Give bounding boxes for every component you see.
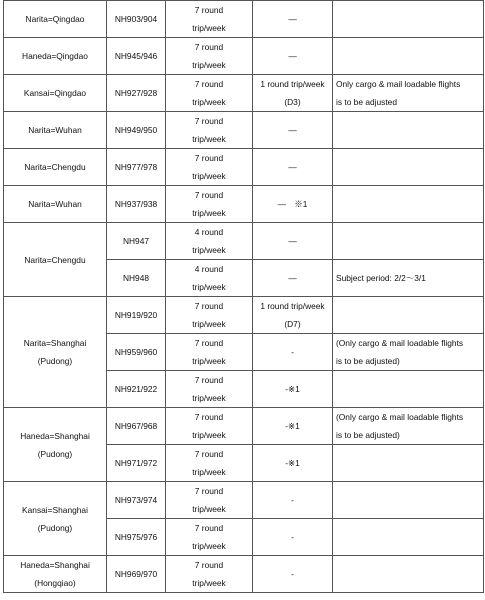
route-cell (4, 38, 107, 75)
remarks-cell (333, 149, 484, 186)
flight-number-cell (107, 223, 166, 260)
flight-number-cell (107, 519, 166, 556)
route-cell (4, 112, 107, 149)
flight-number: NH921/922 (114, 384, 158, 394)
adjustment-text: - (291, 347, 294, 357)
frequency-text: 7 round (194, 560, 224, 570)
flight-number-cell (107, 297, 166, 334)
adjustment-text: — (288, 236, 297, 246)
table-row (4, 186, 484, 223)
remarks-text: is to be adjusted) (336, 356, 400, 366)
adjustment-text: — ※1 (277, 199, 308, 209)
table-row (4, 1, 484, 38)
adjustment-cell (253, 260, 333, 297)
frequency-cell (166, 334, 253, 371)
frequency-text: 7 round (194, 42, 224, 52)
frequency-text: trip/week (192, 60, 226, 70)
adjustment-text: — (288, 14, 297, 24)
route-cell (4, 149, 107, 186)
adjustment-text: — (288, 125, 297, 135)
frequency-text: trip/week (192, 356, 226, 366)
frequency-cell (166, 223, 253, 260)
remarks-cell (333, 519, 484, 556)
adjustment-text: 1 round trip/week (260, 79, 325, 89)
adjustment-cell (253, 149, 333, 186)
schedule-table-body (4, 1, 484, 593)
route-cell (4, 223, 107, 297)
remarks-text: Only cargo & mail loadable flights (336, 79, 461, 89)
remarks-cell (333, 482, 484, 519)
route-label: Narita=Wuhan (28, 125, 82, 135)
route-cell (4, 186, 107, 223)
frequency-cell (166, 371, 253, 408)
flight-number: NH947 (122, 236, 150, 246)
remarks-cell (333, 75, 484, 112)
frequency-cell (166, 149, 253, 186)
flight-number-cell (107, 186, 166, 223)
frequency-text: 7 round (194, 116, 224, 126)
adjustment-cell (253, 334, 333, 371)
route-label: (Pudong) (37, 448, 73, 459)
route-label: (Pudong) (37, 522, 73, 533)
flight-number-cell (107, 112, 166, 149)
remarks-text: is to be adjusted) (336, 430, 400, 440)
adjustment-cell (253, 1, 333, 38)
adjustment-cell (253, 371, 333, 408)
remarks-text: Subject period: 2/2～3/1 (336, 273, 426, 283)
flight-number: NH967/968 (114, 421, 158, 431)
remarks-cell (333, 186, 484, 223)
flight-number: NH971/972 (114, 458, 158, 468)
route-label: Haneda=Qingdao (22, 51, 88, 61)
remarks-cell (333, 371, 484, 408)
remarks-cell (333, 38, 484, 75)
frequency-text: trip/week (192, 467, 226, 477)
frequency-text: 7 round (194, 5, 224, 15)
remarks-cell (333, 334, 484, 371)
table-row (4, 112, 484, 149)
flight-number-cell (107, 482, 166, 519)
frequency-text: 7 round (194, 301, 224, 311)
frequency-text: 7 round (194, 338, 224, 348)
table-row (4, 75, 484, 112)
adjustment-text: 1 round trip/week (260, 301, 325, 311)
frequency-cell (166, 556, 253, 593)
frequency-cell (166, 519, 253, 556)
flight-number-cell (107, 445, 166, 482)
adjustment-cell (253, 519, 333, 556)
remarks-text: is to be adjusted (336, 97, 397, 107)
frequency-cell (166, 260, 253, 297)
frequency-cell (166, 297, 253, 334)
frequency-cell (166, 482, 253, 519)
frequency-text: trip/week (192, 430, 226, 440)
table-row (4, 149, 484, 186)
frequency-text: trip/week (192, 319, 226, 329)
adjustment-text: — (288, 273, 297, 283)
frequency-text: trip/week (192, 208, 226, 218)
frequency-cell (166, 445, 253, 482)
frequency-text: 7 round (194, 449, 224, 459)
route-cell (4, 297, 107, 408)
remarks-cell (333, 1, 484, 38)
frequency-text: 7 round (194, 190, 224, 200)
table-row (4, 408, 484, 445)
flight-number: NH903/904 (114, 14, 158, 24)
frequency-text: trip/week (192, 245, 226, 255)
flight-number-cell (107, 556, 166, 593)
frequency-text: 7 round (194, 79, 224, 89)
flight-number-cell (107, 1, 166, 38)
remarks-cell (333, 260, 484, 297)
frequency-text: trip/week (192, 23, 226, 33)
remarks-text: (Only cargo & mail loadable flights (336, 412, 464, 422)
flight-number: NH975/976 (114, 532, 158, 542)
flight-number: NH977/978 (114, 162, 158, 172)
remarks-cell (333, 408, 484, 445)
flight-schedule-table (3, 0, 484, 593)
frequency-text: trip/week (192, 97, 226, 107)
adjustment-text: (D7) (284, 319, 301, 329)
adjustment-cell (253, 445, 333, 482)
adjustment-text: -※1 (285, 384, 300, 394)
table-row (4, 556, 484, 593)
frequency-text: 7 round (194, 153, 224, 163)
frequency-text: trip/week (192, 393, 226, 403)
remarks-text: (Only cargo & mail loadable flights (336, 338, 464, 348)
remarks-cell (333, 112, 484, 149)
flight-number: NH959/960 (114, 347, 158, 357)
frequency-text: 7 round (194, 486, 224, 496)
frequency-text: trip/week (192, 504, 226, 514)
route-cell (4, 556, 107, 593)
route-label: Narita=Wuhan (28, 199, 82, 209)
route-label: Kansai=Shanghai (22, 504, 88, 515)
flight-number-cell (107, 371, 166, 408)
route-cell (4, 1, 107, 38)
route-cell (4, 482, 107, 556)
remarks-cell (333, 445, 484, 482)
flight-number: NH969/970 (114, 569, 158, 579)
flight-number: NH949/950 (114, 125, 158, 135)
frequency-text: 7 round (194, 523, 224, 533)
table-row (4, 223, 484, 260)
flight-number: NH973/974 (114, 495, 158, 505)
adjustment-text: — (288, 51, 297, 61)
adjustment-cell (253, 556, 333, 593)
adjustment-cell (253, 223, 333, 260)
route-label: Narita=Qingdao (25, 14, 85, 24)
adjustment-cell (253, 297, 333, 334)
frequency-text: 4 round (194, 227, 224, 237)
frequency-text: trip/week (192, 578, 226, 588)
frequency-text: 7 round (194, 375, 224, 385)
adjustment-text: — (288, 162, 297, 172)
adjustment-cell (253, 482, 333, 519)
flight-number-cell (107, 149, 166, 186)
frequency-text: trip/week (192, 134, 226, 144)
frequency-cell (166, 38, 253, 75)
frequency-cell (166, 186, 253, 223)
adjustment-cell (253, 112, 333, 149)
adjustment-cell (253, 38, 333, 75)
flight-number: NH919/920 (114, 310, 158, 320)
route-label: (Hongqiao) (34, 578, 76, 588)
flight-number-cell (107, 408, 166, 445)
frequency-text: 7 round (194, 412, 224, 422)
table-row (4, 482, 484, 519)
route-cell (4, 75, 107, 112)
route-label: Haneda=Shanghai (20, 560, 90, 570)
adjustment-text: - (291, 532, 294, 542)
frequency-cell (166, 1, 253, 38)
frequency-cell (166, 75, 253, 112)
flight-number: NH945/946 (114, 51, 158, 61)
route-label: Narita=Chengdu (24, 162, 86, 172)
remarks-cell (333, 556, 484, 593)
remarks-cell (333, 223, 484, 260)
adjustment-cell (253, 186, 333, 223)
flight-number: NH927/928 (114, 88, 158, 98)
route-label: Narita=Shanghai (23, 338, 87, 348)
frequency-text: trip/week (192, 282, 226, 292)
flight-number: NH937/938 (114, 199, 158, 209)
adjustment-text: - (291, 495, 294, 505)
flight-number-cell (107, 260, 166, 297)
route-label: Haneda=Shanghai (20, 430, 90, 441)
adjustment-text: -※1 (285, 421, 300, 431)
adjustment-text: - (291, 569, 294, 579)
frequency-cell (166, 112, 253, 149)
flight-number: NH948 (122, 273, 150, 283)
remarks-cell (333, 297, 484, 334)
flight-number-cell (107, 75, 166, 112)
adjustment-text: (D3) (284, 97, 301, 107)
adjustment-cell (253, 408, 333, 445)
route-label: (Pudong) (37, 356, 73, 366)
table-row (4, 38, 484, 75)
route-label: Kansai=Qingdao (23, 88, 87, 98)
route-label: Narita=Chengdu (24, 254, 86, 265)
frequency-text: trip/week (192, 171, 226, 181)
flight-number-cell (107, 334, 166, 371)
flight-number-cell (107, 38, 166, 75)
frequency-text: 4 round (194, 264, 224, 274)
frequency-cell (166, 408, 253, 445)
adjustment-cell (253, 75, 333, 112)
route-cell (4, 408, 107, 482)
adjustment-text: -※1 (285, 458, 300, 468)
frequency-text: trip/week (192, 541, 226, 551)
table-row (4, 297, 484, 334)
